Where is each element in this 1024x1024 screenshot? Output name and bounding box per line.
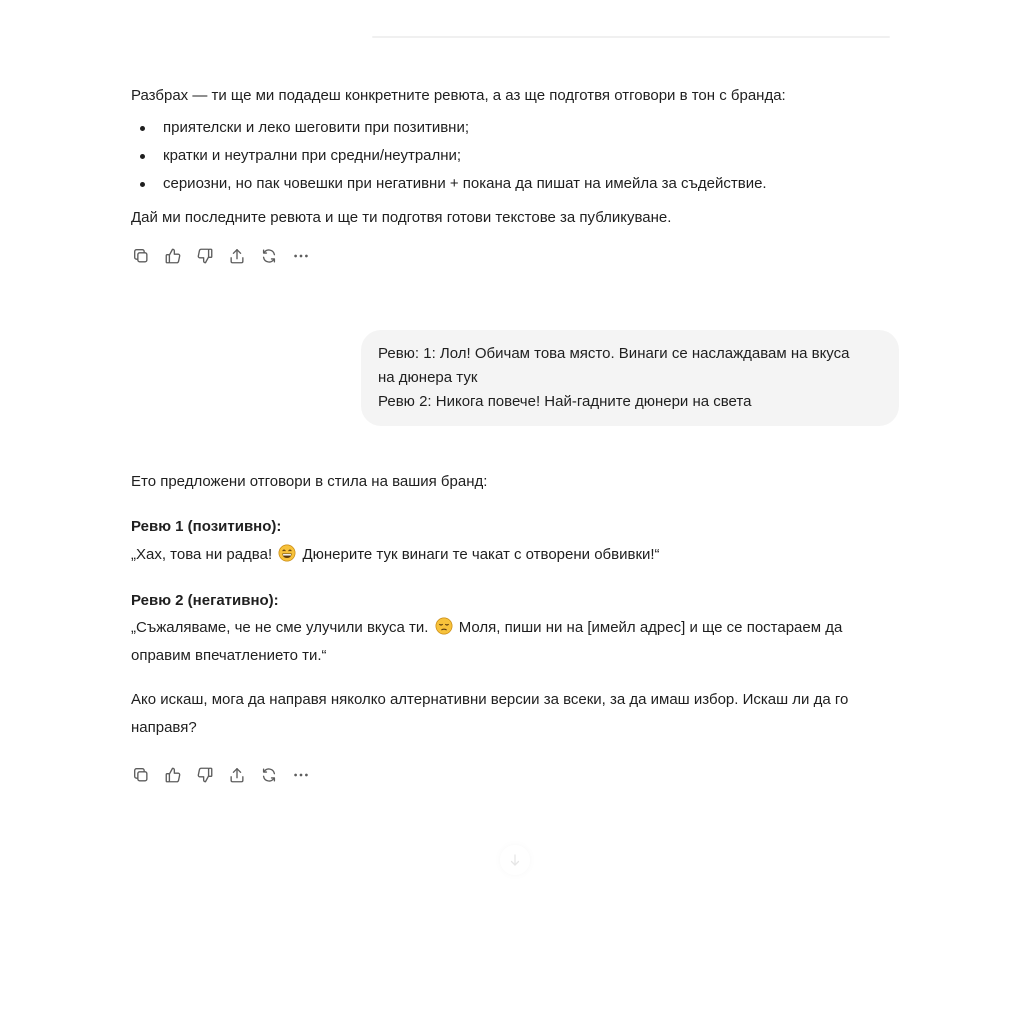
assistant-message xyxy=(131,84,891,230)
message-outro xyxy=(131,686,891,742)
assistant-message xyxy=(131,470,891,742)
list-item: сериозни, но пак човешки при негативни + покана да пишат на имейла за съдействие. xyxy=(131,170,891,198)
outro-text: направя? xyxy=(131,719,197,736)
share-icon xyxy=(228,247,246,265)
copy-button[interactable] xyxy=(131,246,151,266)
reply-text: „Хах, това ни радва! xyxy=(131,546,273,563)
reply-text: Дюнерите тук винаги те чакат с отворени обвивки!“ xyxy=(302,546,660,563)
message-closing: Дай ми последните ревюта и ще ти подготвя готови текстове за публикуване. xyxy=(131,209,672,226)
grinning-face-emoji xyxy=(278,544,296,562)
thumbs-down-icon xyxy=(196,247,214,265)
regenerate-button[interactable] xyxy=(259,246,279,266)
top-divider xyxy=(372,36,890,38)
list-item: приятелски и леко шеговити при позитивни; xyxy=(131,114,891,142)
regenerate-icon xyxy=(260,247,278,265)
outro-text: Ако искаш, мога да направя няколко алтернативни версии за всеки, за да имаш избор. Искаш ли да го xyxy=(131,691,849,708)
thumbs-down-button[interactable] xyxy=(195,246,215,266)
reply-text: Моля, пиши ни на [имейл адрес] и ще се постараем да xyxy=(458,619,843,636)
thumbs-down-icon xyxy=(196,766,214,784)
thumbs-up-button[interactable] xyxy=(163,765,183,785)
list-item: кратки и неутрални при средни/неутрални; xyxy=(131,142,891,170)
more-button[interactable] xyxy=(291,765,311,785)
bullet-list xyxy=(131,114,891,198)
user-message-line: Ревю: 1: Лол! Обичам това място. Винаги се наслаждавам на вкуса xyxy=(378,345,850,362)
message-intro: Разбрах — ти ще ми подадеш конкретните ревюта, а аз ще подготвя отговори в тон с бранда: xyxy=(131,87,786,104)
review-1-heading: Ревю 1 (позитивно): xyxy=(131,518,282,535)
more-icon xyxy=(292,766,310,784)
copy-icon xyxy=(132,247,150,265)
share-icon xyxy=(228,766,246,784)
review-1-reply xyxy=(131,540,891,570)
share-button[interactable] xyxy=(227,765,247,785)
thumbs-up-button[interactable] xyxy=(163,246,183,266)
review-2-heading: Ревю 2 (негативно): xyxy=(131,592,279,609)
copy-icon xyxy=(132,766,150,784)
user-message-line: на дюнера тук xyxy=(378,369,478,386)
review-2-reply xyxy=(131,614,891,670)
message-actions xyxy=(131,765,323,785)
user-message-bubble xyxy=(361,330,899,426)
share-button[interactable] xyxy=(227,246,247,266)
scroll-to-bottom-button[interactable] xyxy=(500,845,530,875)
message-intro: Ето предложени отговори в стила на вашия бранд: xyxy=(131,473,488,490)
arrow-down-icon xyxy=(508,853,522,867)
copy-button[interactable] xyxy=(131,765,151,785)
thumbs-up-icon xyxy=(164,247,182,265)
more-button[interactable] xyxy=(291,246,311,266)
more-icon xyxy=(292,247,310,265)
reply-text: оправим впечатлението ти.“ xyxy=(131,647,327,664)
user-message-line: Ревю 2: Никога повече! Най-гадните дюнери на света xyxy=(378,393,752,410)
thumbs-down-button[interactable] xyxy=(195,765,215,785)
pensive-face-emoji xyxy=(435,617,453,635)
thumbs-up-icon xyxy=(164,766,182,784)
message-actions xyxy=(131,246,323,266)
reply-text: „Съжаляваме, че не сме улучили вкуса ти. xyxy=(131,619,429,636)
regenerate-button[interactable] xyxy=(259,765,279,785)
regenerate-icon xyxy=(260,766,278,784)
